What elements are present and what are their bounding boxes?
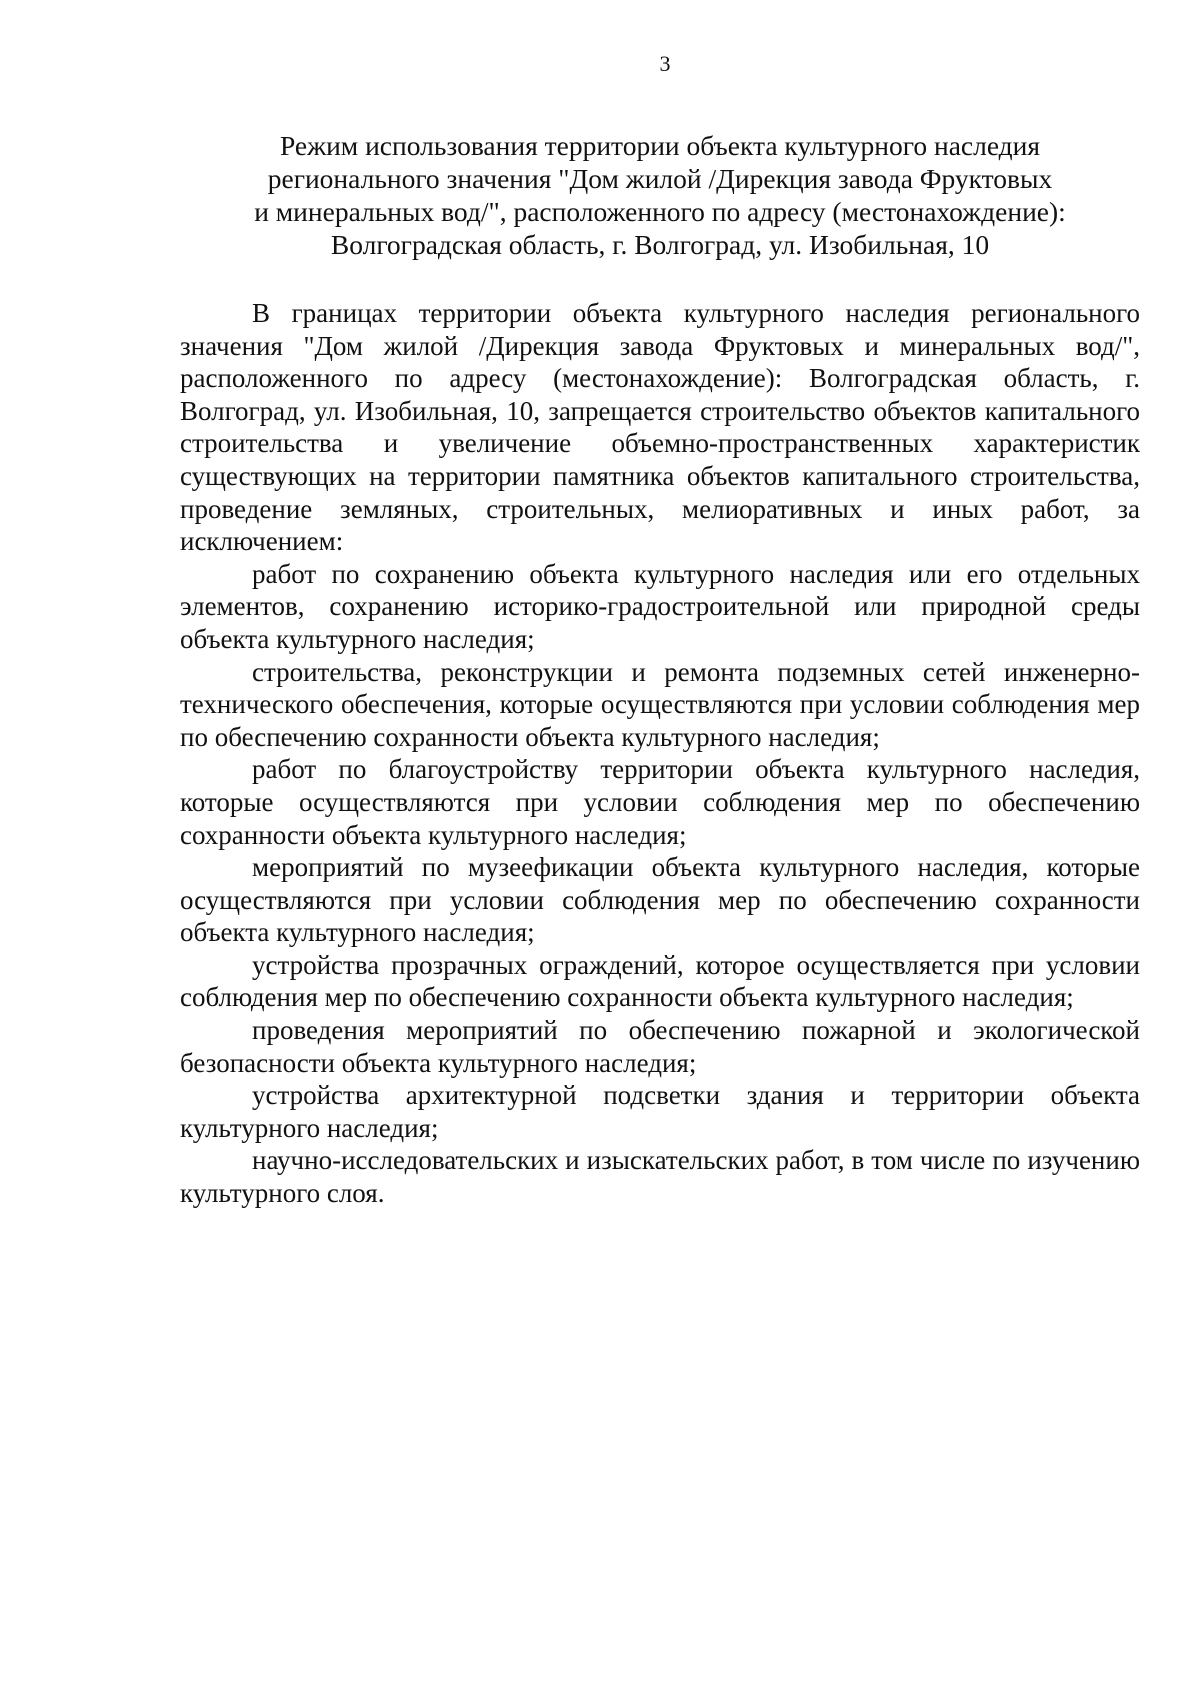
page-number: 3: [659, 51, 671, 76]
body-paragraph: научно-исследовательских и изыскательских работ, в том числе по изучению культурного слоя.: [180, 1145, 1140, 1209]
body-paragraph: строительства, реконструкции и ремонта подземных сетей инженерно-технического обеспечения, которые осуществляются при условии соблюдения мер по обеспечению сохранности объекта культурного наследия;: [180, 656, 1140, 752]
body-paragraph: проведения мероприятий по обеспечению пожарной и экологической безопасности объекта культурного наследия;: [180, 1015, 1140, 1078]
heading-line: и минеральных вод/", расположенного по адресу (местонахождение):: [254, 196, 1066, 227]
body-paragraph: работ по благоустройству территории объекта культурного наследия, которые осуществляются при условии соблюдения мер по обеспечению сохранности объекта культурного наследия;: [180, 754, 1140, 850]
body-paragraph: устройства архитектурной подсветки здания и территории объекта культурного наследия;: [180, 1080, 1140, 1143]
heading-line: регионального значения "Дом жилой /Дирекция завода Фруктовых: [267, 163, 1053, 194]
heading-line: Волгоградская область, г. Волгоград, ул. Изобильная, 10: [330, 229, 990, 260]
body-paragraph: работ по сохранению объекта культурного наследия или его отдельных элементов, сохранению историко-градостроительной или природной среды объекта культурного наследия;: [180, 558, 1140, 654]
heading-line: Режим использования территории объекта культурного наследия: [279, 130, 1041, 161]
body-paragraph: мероприятий по музеефикации объекта культурного наследия, которые осуществляются при условии соблюдения мер по обеспечению сохранности объекта культурного наследия;: [180, 852, 1140, 948]
document-heading: [180, 129, 1140, 261]
body-paragraph: В границах территории объекта культурного наследия регионального значения "Дом жилой /Дирекция завода Фруктовых и минеральных вод/", расположенного по адресу (местонахождение): Волгоградская область, г. Волгоград, ул. Изобильная, 10, запрещается строительство объектов капитального строительства и увеличение объемно-пространственных характеристик существующих на территории памятника объектов капитального строительства, проведение земляных, строительных, мелиоративных и иных работ, за исключением:: [180, 298, 1140, 557]
document-body: [180, 297, 1140, 1210]
body-paragraph: устройства прозрачных ограждений, которое осуществляется при условии соблюдения мер по обеспечению сохранности объекта культурного наследия;: [180, 949, 1140, 1013]
